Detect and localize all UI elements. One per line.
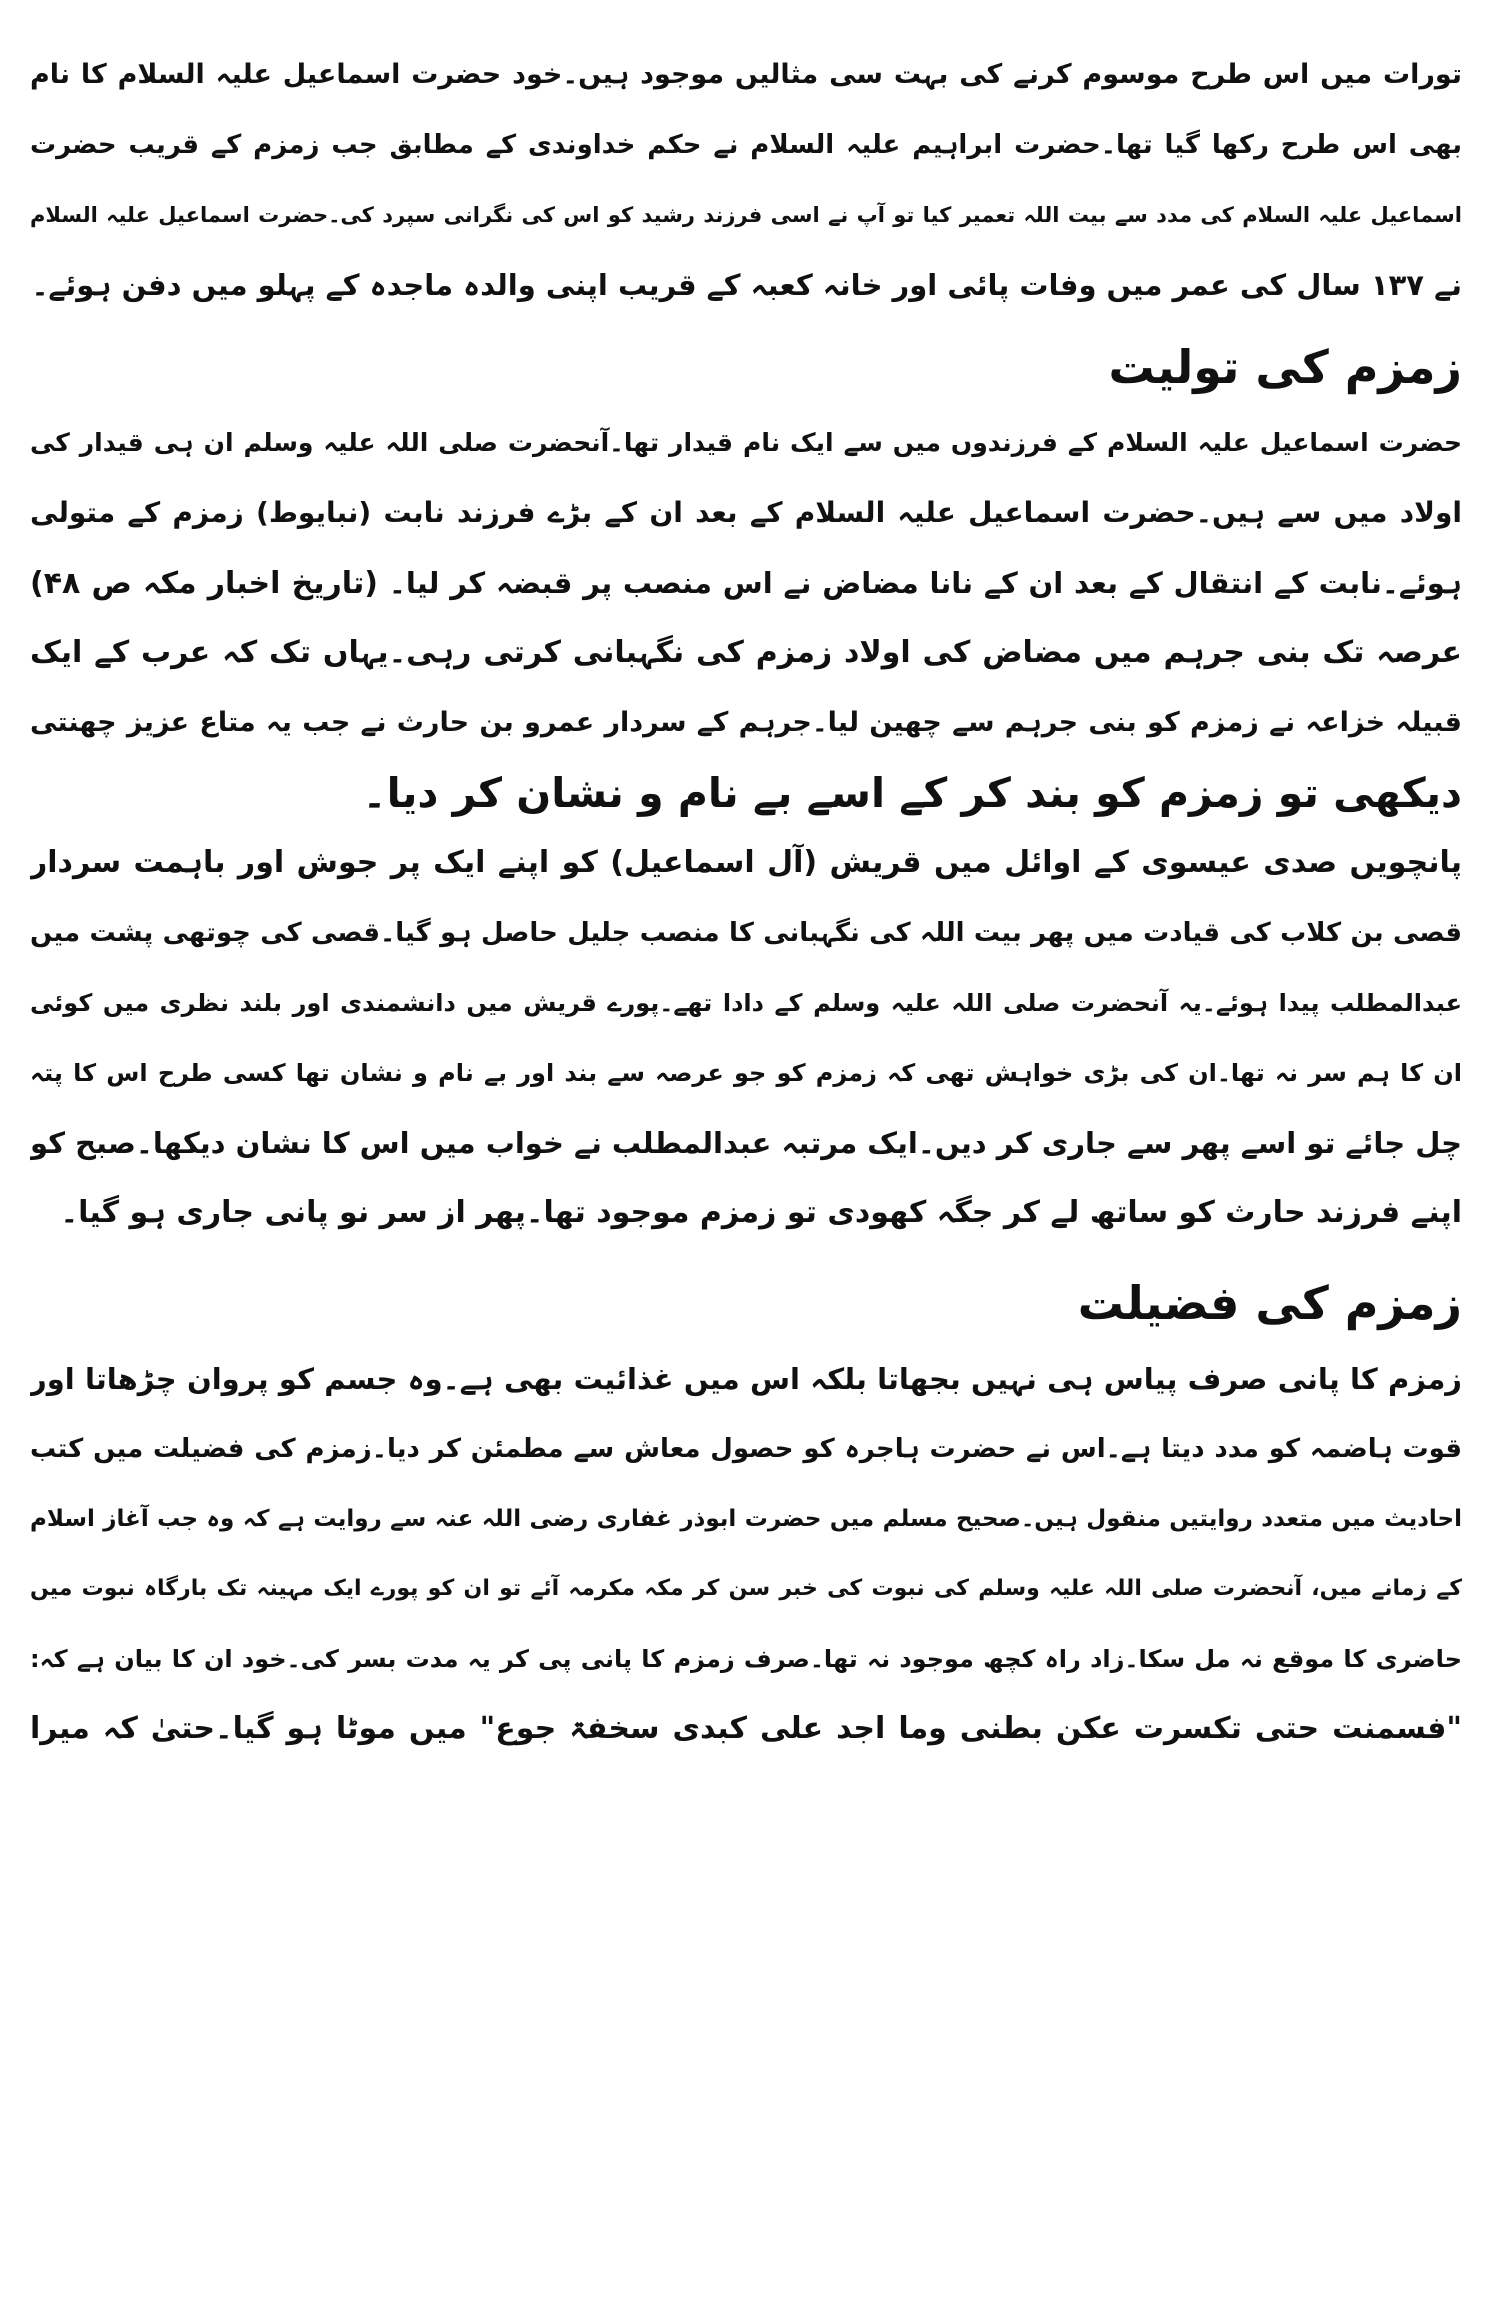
text-line: قوت ہاضمہ کو مدد دیتا ہے۔اس نے حضرت ہاجرہ کو حصول معاش سے مطمئن کر دیا۔زمزم کی فضیلت میں کتب (30, 1434, 1462, 1464)
paragraph-quraysh (30, 828, 1462, 1248)
text-line: حضرت اسماعیل علیہ السلام کے فرزندوں میں سے ایک نام قیدار تھا۔آنحضرت صلی اللہ علیہ وسلم ان ہی قیدار کی (30, 428, 1462, 457)
text-line: دیکھی تو زمزم کو بند کر کے اسے بے نام و نشان کر دیا۔ (362, 769, 1462, 817)
text-line: عبدالمطلب پیدا ہوئے۔یہ آنحضرت صلی اللہ علیہ وسلم کے دادا تھے۔پورے قریش میں دانشمندی اور بلند نظری میں کوئی (30, 989, 1462, 1017)
text-line: تورات میں اس طرح موسوم کرنے کی بہت سی مثالیں موجود ہیں۔خود حضرت اسماعیل علیہ السلام کا نام (30, 59, 1462, 90)
text-line (30, 548, 1462, 618)
text-line: بھی اس طرح رکھا گیا تھا۔حضرت ابراہیم علیہ السلام نے حکم خداوندی کے مطابق جب زمزم کے قریب حضرت (30, 130, 1462, 160)
paragraph-intro (30, 40, 1462, 320)
text-line: اپنے فرزند حارث کو ساتھ لے کر جگہ کھودی تو زمزم موجود تھا۔پھر از سر نو پانی جاری ہو گیا۔ (60, 1195, 1462, 1230)
text-line: زمزم کا پانی صرف پیاس ہی نہیں بجھاتا بلکہ اس میں غذائیت بھی ہے۔وہ جسم کو پروان چڑھاتا اور (30, 1362, 1462, 1396)
text-line: نے ۱۳۷ سال کی عمر میں وفات پائی اور خانہ کعبہ کے قریب اپنی والدہ ماجدہ کے پہلو میں دفن ہوئے۔ (31, 268, 1462, 302)
text-line: چل جائے تو اسے پھر سے جاری کر دیں۔ایک مرتبہ عبدالمطلب نے خواب میں اس کا نشان دیکھا۔صبح کو (30, 1126, 1462, 1160)
text-line: احادیث میں متعدد روایتیں منقول ہیں۔صحیح مسلم میں حضرت ابوذر غفاری رضی اللہ عنہ سے روایت ہے کہ وہ جب آغاز اسلام (30, 1506, 1462, 1532)
source-citation: (تاریخ اخبار مکہ ص ۴۸) (30, 566, 379, 601)
text-line: اسماعیل علیہ السلام کی مدد سے بیت اللہ تعمیر کیا تو آپ نے اسی فرزند رشید کو اس کی نگرانی سپرد کی۔حضرت اسماعیل علیہ السلام (30, 203, 1462, 227)
text-line: قصی بن کلاب کی قیادت میں پھر بیت اللہ کی نگہبانی کا منصب جلیل حاصل ہو گیا۔قصی کی چوتھی پشت میں (30, 918, 1462, 948)
text-line: اولاد میں سے ہیں۔حضرت اسماعیل علیہ السلام کے بعد ان کے بڑے فرزند نابت (نبایوط) زمزم کے متولی (30, 496, 1462, 529)
section-heading-fazilat: زمزم کی فضیلت (1077, 1276, 1462, 1330)
text-line: پانچویں صدی عیسوی کے اوائل میں قریش (آل اسماعیل) کو اپنے ایک پر جوش اور باہمت سردار (30, 845, 1462, 880)
paragraph-jurhum (30, 618, 1462, 828)
text-segment: ہوئے۔نابت کے انتقال کے بعد ان کے نانا مضاض نے اس منصب پر قبضہ کر لیا۔ (388, 566, 1462, 600)
section-heading-tawliyat: زمزم کی تولیت (1108, 340, 1462, 394)
text-line: کے زمانے میں، آنحضرت صلی اللہ علیہ وسلم کی نبوت کی خبر سن کر مکہ مکرمہ آئے تو ان کو پورے ایک مہینہ تک بارگاہ نبوت میں (30, 1576, 1462, 1601)
text-line: حاضری کا موقع نہ مل سکا۔زاد راہ کچھ موجود نہ تھا۔صرف زمزم کا پانی پی کر یہ مدت بسر کی۔خود ان کا بیان ہے کہ: (30, 1645, 1462, 1673)
text-line: قبیلہ خزاعہ نے زمزم کو بنی جرہم سے چھین لیا۔جرہم کے سردار عمرو بن حارث نے جب یہ متاع عزیز چھنتی (30, 707, 1462, 738)
paragraph-qaydar (30, 408, 1462, 618)
text-line: ان کا ہم سر نہ تھا۔ان کی بڑی خواہش تھی کہ زمزم کو جو عرصہ سے بند اور بے نام و نشان تھا کسی طرح اس کا پتہ (30, 1059, 1462, 1087)
text-line: عرصہ تک بنی جرہم میں مضاض کی اولاد زمزم کی نگہبانی کرتی رہی۔یہاں تک کہ عرب کے ایک (30, 635, 1462, 670)
paragraph-fazilat (30, 1344, 1462, 1764)
text-line: "فسمنت حتی تکسرت عکن بطنی وما اجد علی کبدی سخفۃ جوع" میں موٹا ہو گیا۔حتیٰ کہ میرا (30, 1711, 1462, 1746)
